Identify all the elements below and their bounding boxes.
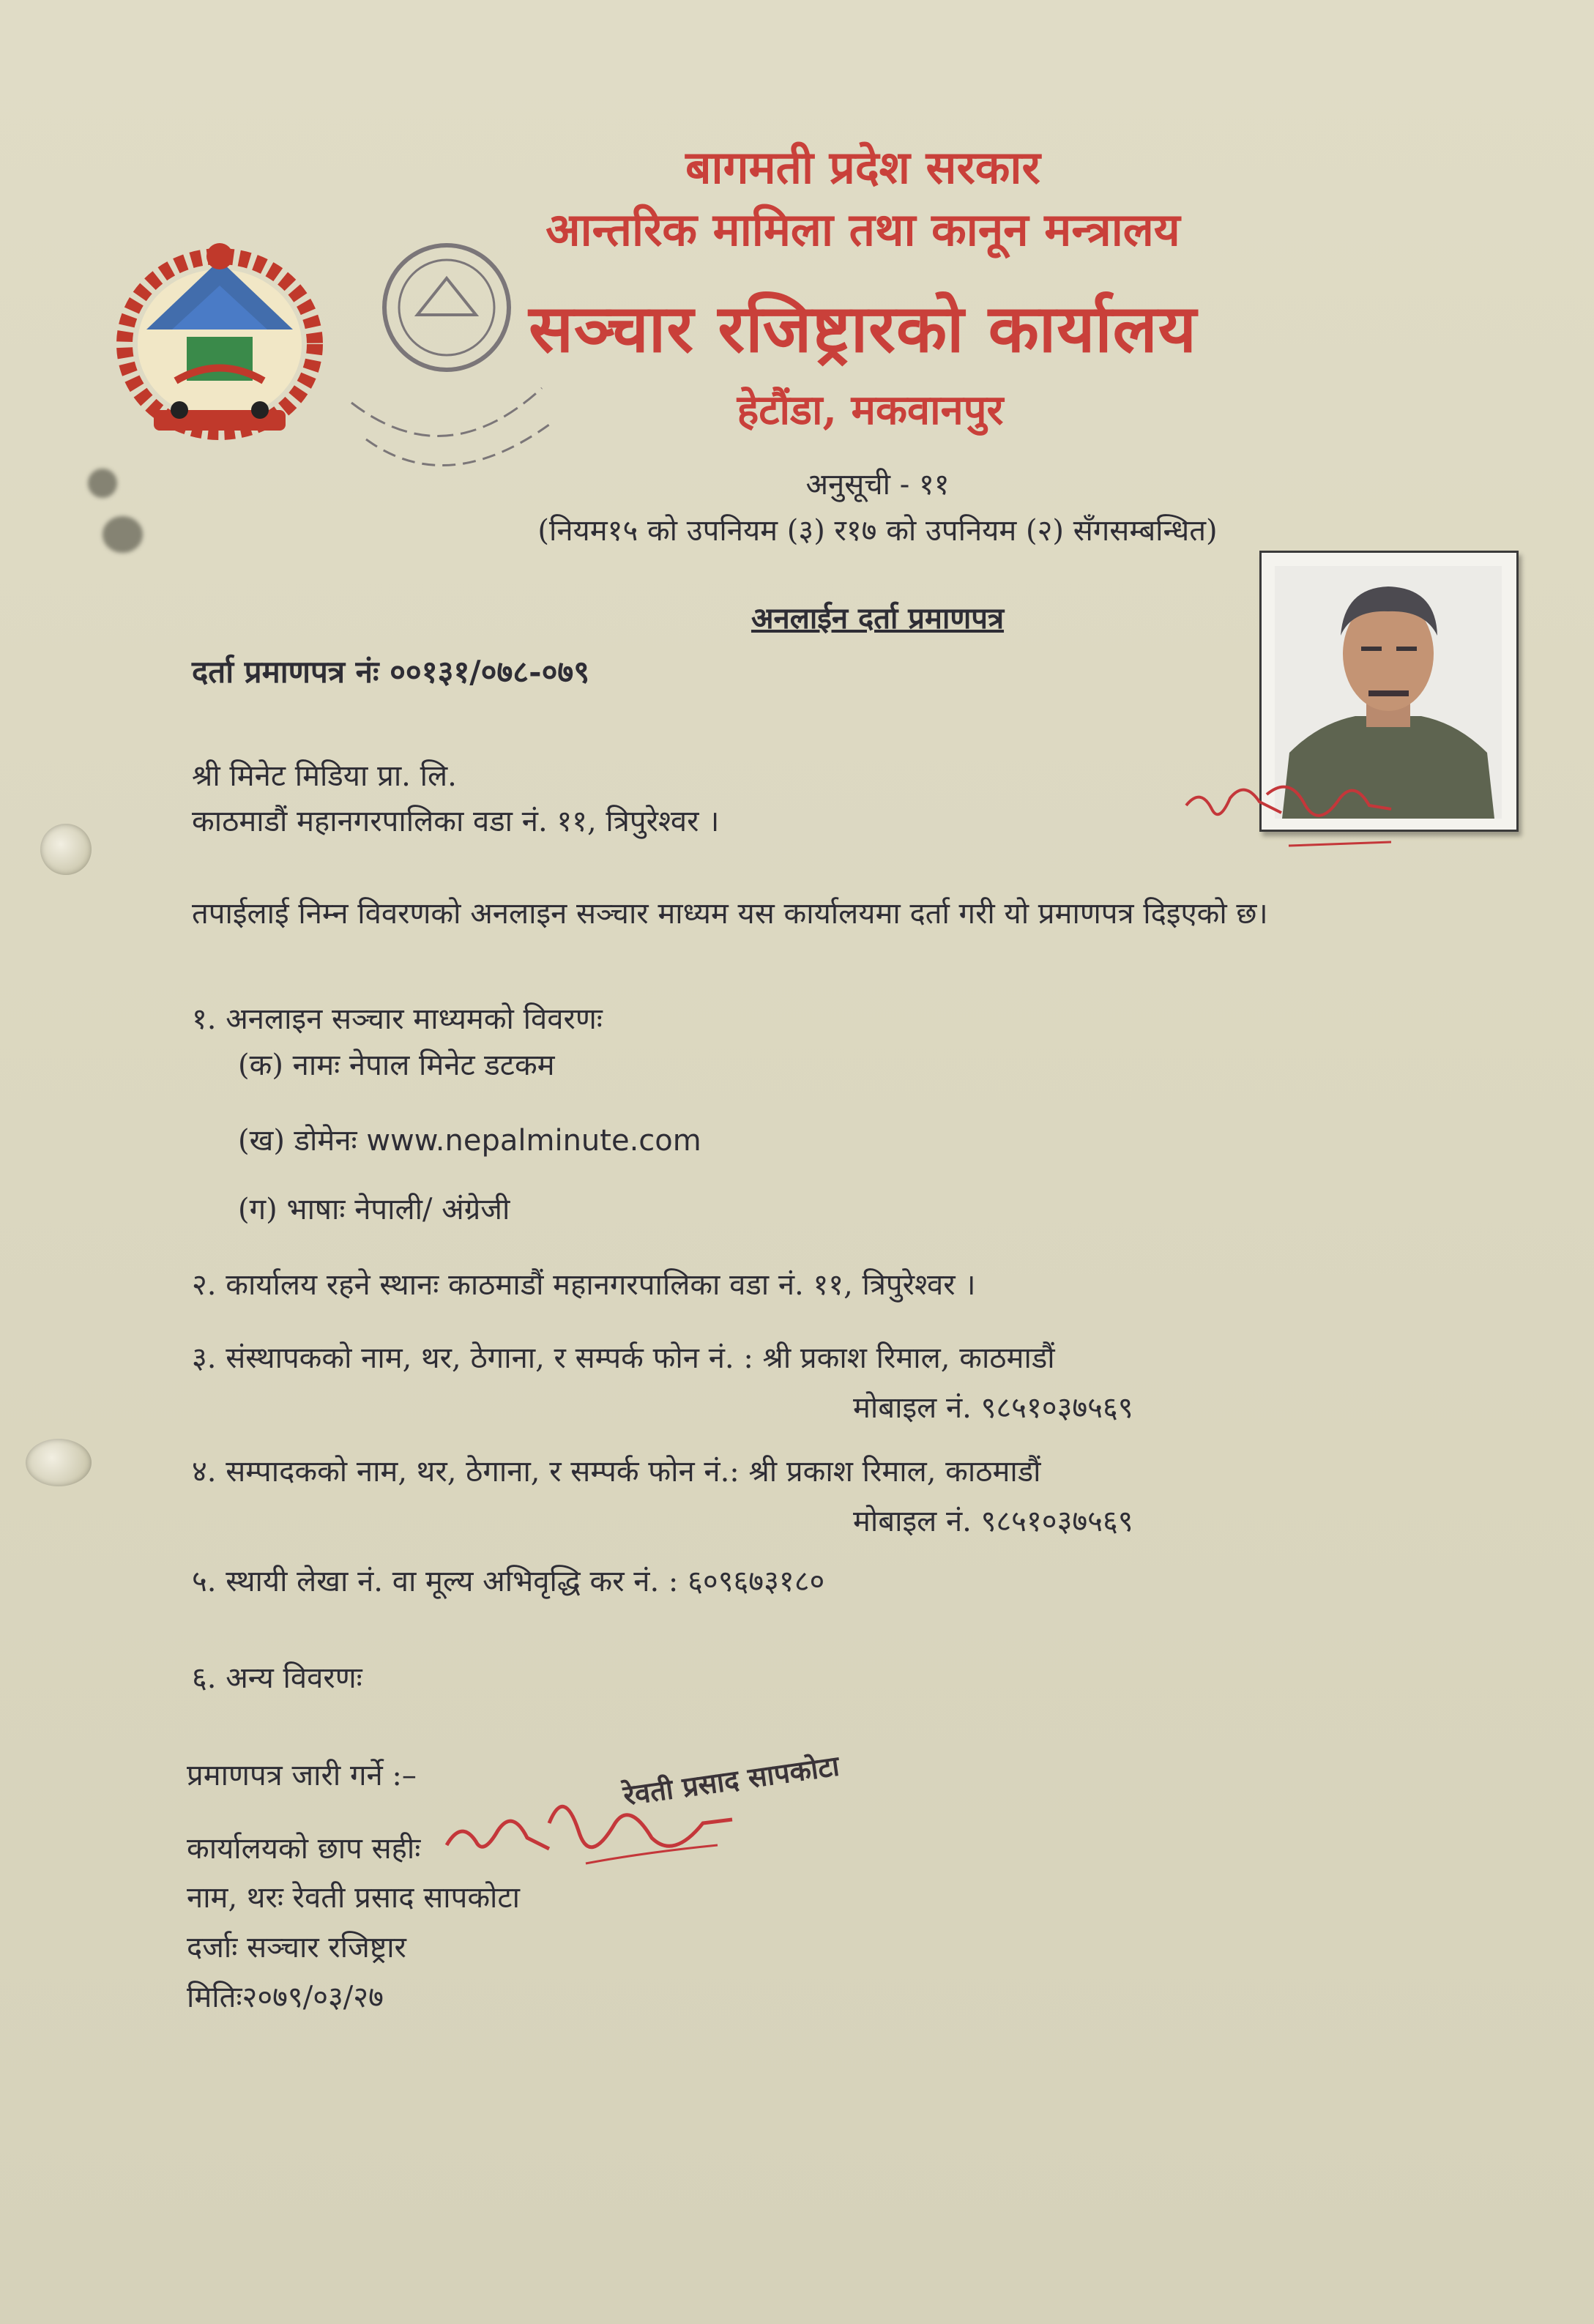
recipient-address: काठमाडौं महानगरपालिका वडा नं. ११, त्रिपुरेश्वर । xyxy=(192,805,720,838)
issuer-name-stamp: रेवती प्रसाद सापकोटा xyxy=(621,1748,841,1812)
item3-founder: ३. संस्थापकको नाम, थर, ठेगाना, र सम्पर्क फोन नं. : श्री प्रकाश रिमाल, काठमाडौं xyxy=(192,1341,1055,1375)
photo-signature-icon xyxy=(1179,772,1399,853)
item4-editor: ४. सम्पादकको नाम, थर, ठेगाना, र सम्पर्क फोन नं.: श्री प्रकाश रिमाल, काठमाडौं xyxy=(192,1455,1041,1489)
item1-domain xyxy=(238,1119,701,1159)
issuer-seal-sign: कार्यालयको छाप सहीः xyxy=(187,1832,421,1866)
issuer-name: नाम, थरः रेवती प्रसाद सापकोटा xyxy=(187,1881,520,1915)
item1-heading: १. अनलाइन सञ्चार माध्यमको विवरणः xyxy=(192,1002,603,1036)
schedule-title: अनुसूची - ११ xyxy=(805,468,950,502)
header-province: बागमती प्रदेश सरकार xyxy=(685,141,1040,194)
punch-hole-bottom xyxy=(26,1439,92,1486)
issuer-post: दर्जाः सञ्चार रजिष्ट्रार xyxy=(187,1931,406,1964)
header-ministry: आन्तरिक मामिला तथा कानून मन्त्रालय xyxy=(545,203,1180,256)
issue-date: मितिः२०७९/०३/२७ xyxy=(187,1981,384,2014)
item1-domain-label: (ख) डोमेनः xyxy=(238,1124,357,1158)
certificate-number: दर्ता प्रमाणपत्र नंः ००१३१/०७८-०७९ xyxy=(192,654,590,690)
header-location: हेटौंडा, मकवानपुर xyxy=(737,386,1004,434)
header-office: सञ्चार रजिष्ट्रारको कार्यालय xyxy=(529,290,1197,368)
item5-pan: ५. स्थायी लेखा नं. वा मूल्य अभिवृद्धि कर नं. : ६०९६७३१८० xyxy=(192,1565,825,1598)
item4-mobile: मोबाइल नं. ९८५१०३७५६९ xyxy=(853,1505,1133,1538)
intro-text: तपाईलाई निम्न विवरणको अनलाइन सञ्चार माध्यम यस कार्यालयमा दर्ता गरी यो प्रमाणपत्र दिइएको छ। xyxy=(192,897,1268,931)
item1-domain-value: www.nepalminute.com xyxy=(366,1124,701,1158)
item6-other: ६. अन्य विवरणः xyxy=(192,1661,362,1695)
item3-mobile: मोबाइल नं. ९८५१०३७५६९ xyxy=(853,1391,1133,1425)
recipient-name: श्री मिनेट मिडिया प्रा. लि. xyxy=(192,759,457,793)
item2-office-location: २. कार्यालय रहने स्थानः काठमाडौं महानगरपालिका वडा नं. ११, त्रिपुरेश्वर । xyxy=(192,1268,976,1302)
schedule-rule: (नियम१५ को उपनियम (३) र१७ को उपनियम (२) सँगसम्बन्धित) xyxy=(537,514,1218,548)
item1-language: (ग) भाषाः नेपाली/ अंग्रेजी xyxy=(238,1193,510,1226)
item1-name: (क) नामः नेपाल मिनेट डटकम xyxy=(238,1049,555,1082)
certificate-title: अनलाईन दर्ता प्रमाणपत्र xyxy=(751,601,1005,636)
punch-hole-top xyxy=(40,824,92,875)
issuer-heading: प्रमाणपत्र जारी गर्ने :– xyxy=(187,1759,417,1792)
